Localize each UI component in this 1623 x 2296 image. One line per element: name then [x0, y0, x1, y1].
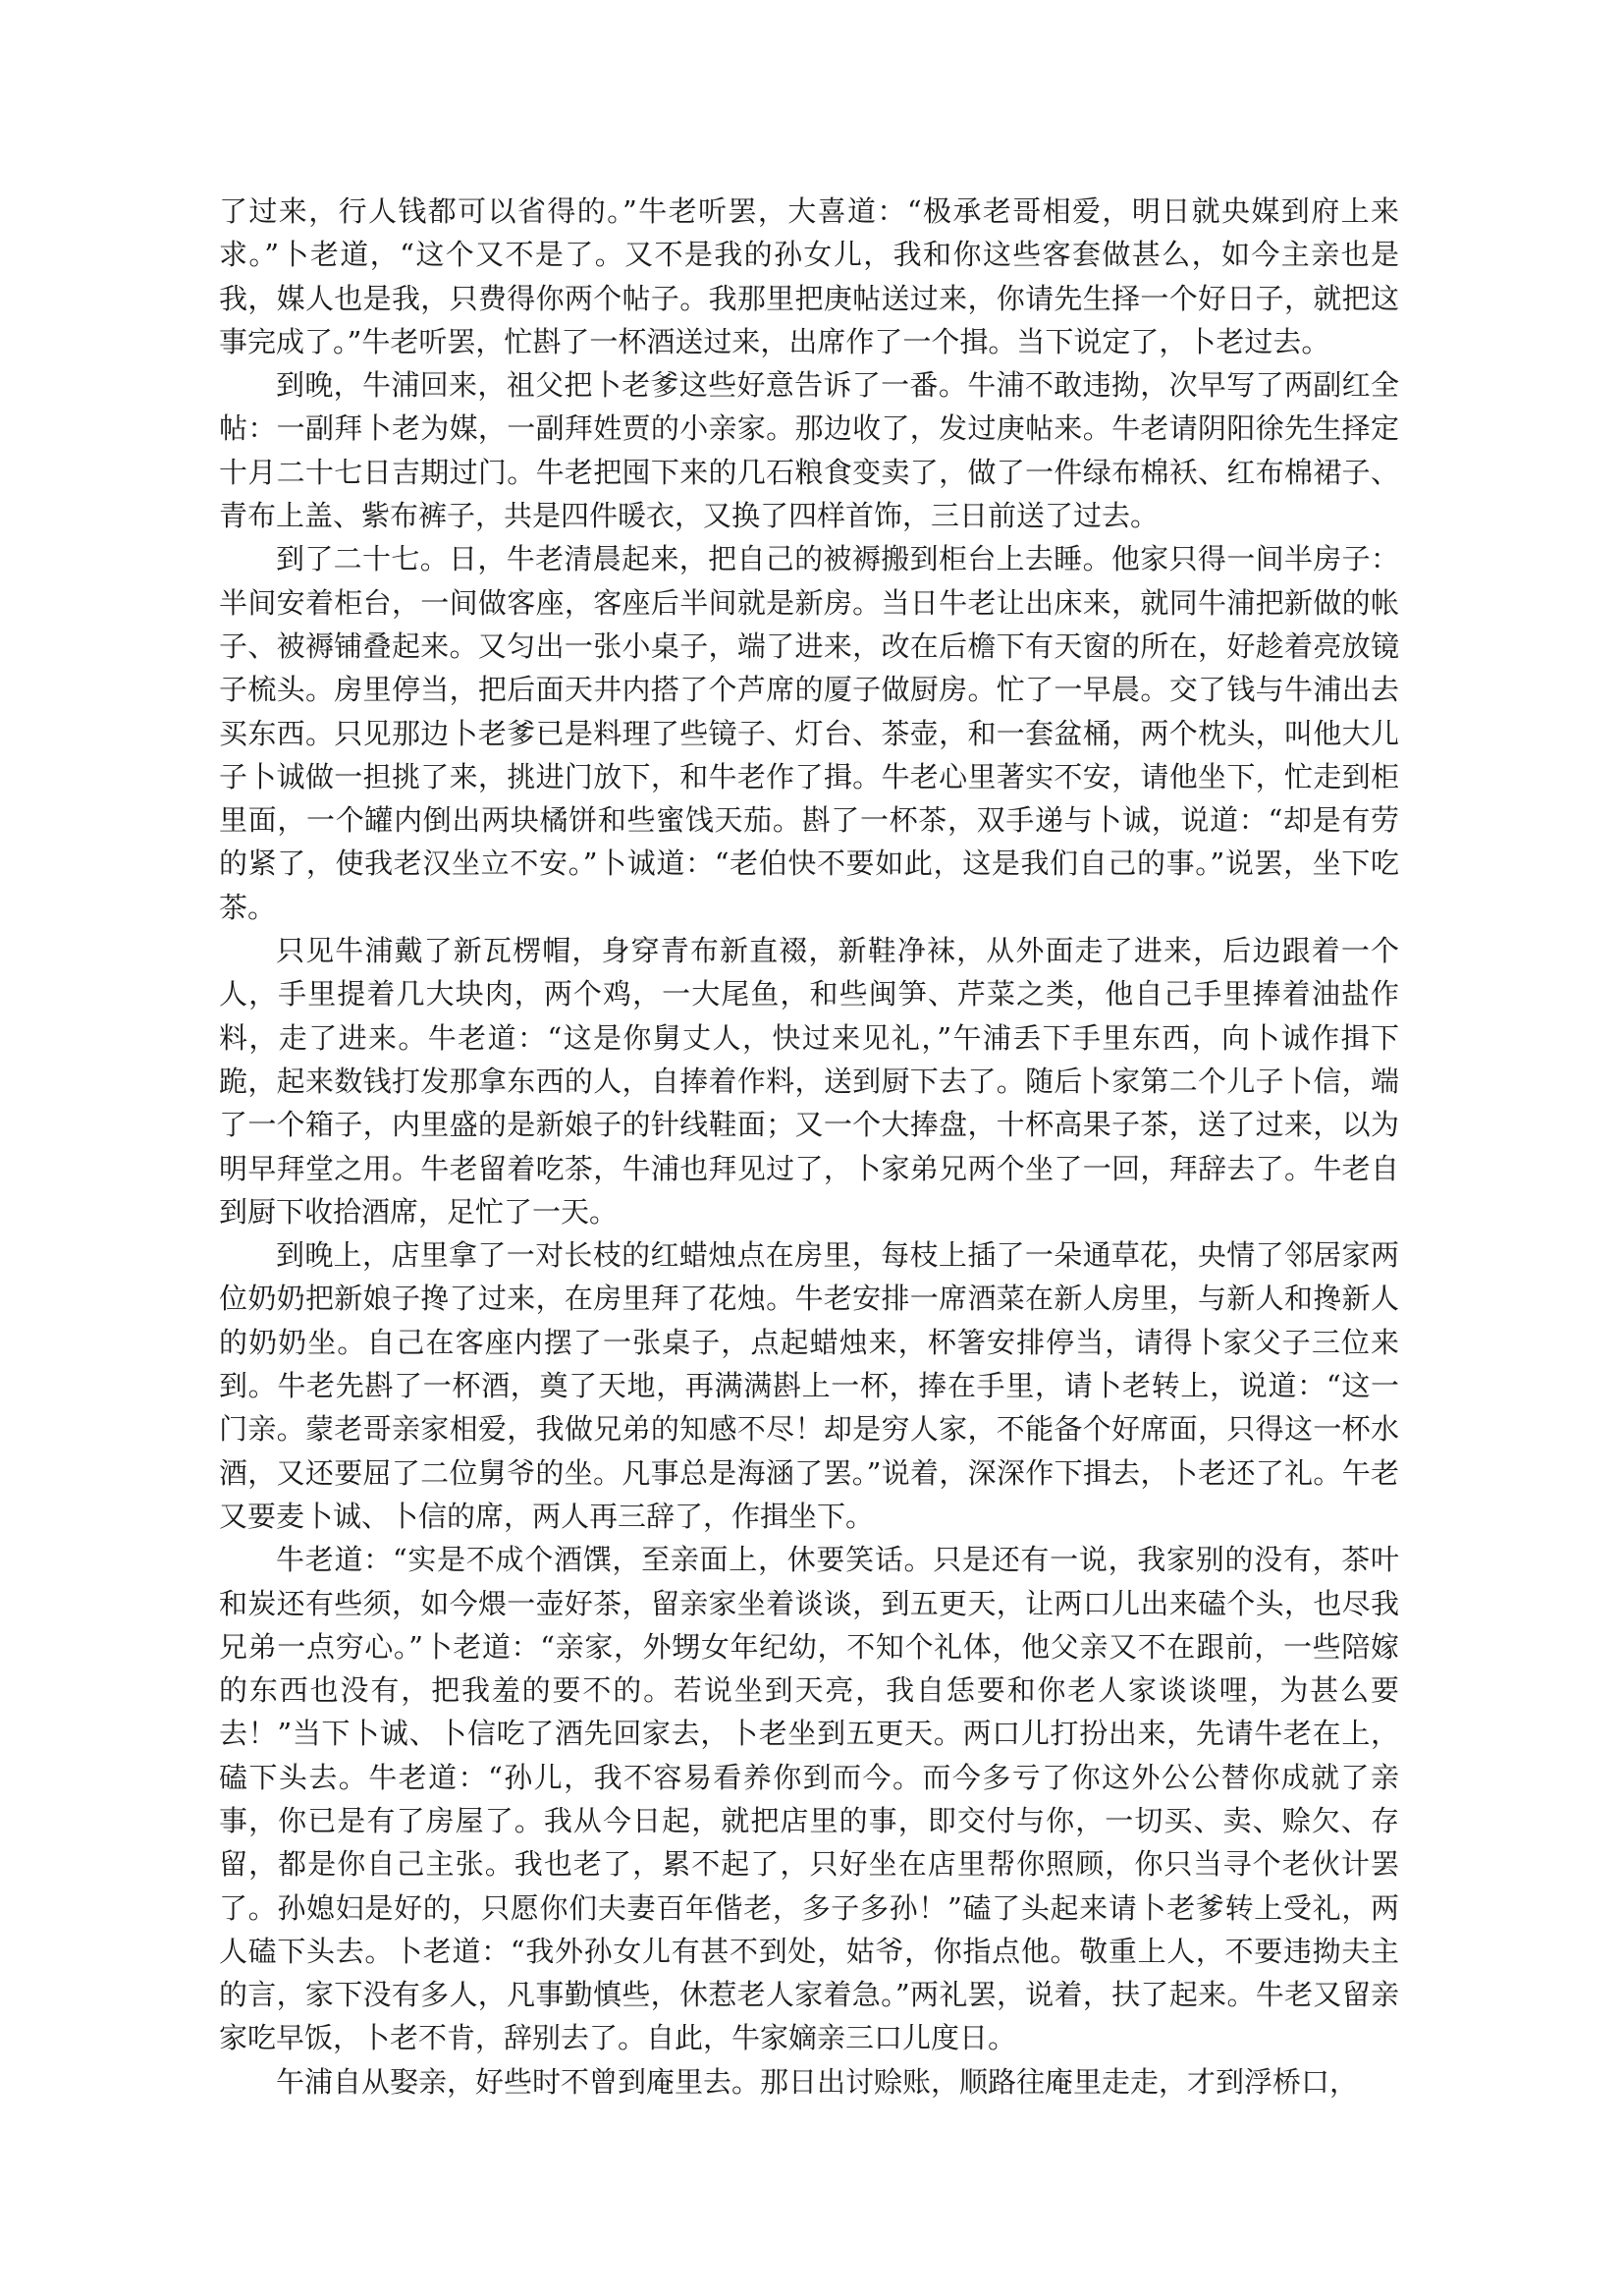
- paragraph-3: 到了二十七。日，牛老清晨起来，把自己的被褥搬到柜台上去睡。他家只得一间半房子：半间安着柜台，一间做客座，客座后半间就是新房。当日牛老让出床来，就同牛浦把新做的帐子、被褥铺叠起来。又匀出一张小桌子，端了进来，改在后檐下有天窗的所在，好趁着亮放镜子梳头。房里停当，把后面天井内搭了个芦席的厦子做厨房。忙了一早晨。交了钱与牛浦出去买东西。只见那边卜老爹已是料理了些镜子、灯台、茶壶，和一套盆桶，两个枕头，叫他大儿子卜诚做一担挑了来，挑进门放下，和牛老作了揖。牛老心里著实不安，请他坐下，忙走到柜里面，一个罐内倒出两块橘饼和些蜜饯天茄。斟了一杯茶，双手递与卜诚，说道：“却是有劳的紧了，使我老汉坐立不安。”卜诚道：“老伯快不要如此，这是我们自己的事。”说罢，坐下吃茶。: [219, 542, 1399, 924]
- paragraph-6: 牛老道：“实是不成个酒馔，至亲面上，休要笑话。只是还有一说，我家别的没有，茶叶和炭还有些须，如今煨一壶好茶，留亲家坐着谈谈，到五更天，让两口儿出来磕个头，也尽我兄弟一点穷心。”卜老道：“亲家，外甥女年纪幼，不知个礼体，他父亲又不在跟前，一些陪嫁的东西也没有，把我羞的要不的。若说坐到天亮，我自恁要和你老人家谈谈哩，为甚么要去！”当下卜诚、卜信吃了酒先回家去，卜老坐到五更天。两口儿打扮出来，先请牛老在上，磕下头去。牛老道：“孙儿，我不容易看养你到而今。而今多亏了你这外公公替你成就了亲事，你已是有了房屋了。我从今日起，就把店里的事，即交付与你，一切买、卖、赊欠、存留，都是你自己主张。我也老了，累不起了，只好坐在店里帮你照顾，你只当寻个老伙计罢了。孙媳妇是好的，只愿你们夫妻百年偕老，多子多孙！”磕了头起来请卜老爹转上受礼，两人磕下头去。卜老道：“我外孙女儿有甚不到处，姑爷，你指点他。敬重上人，不要违拗夫主的言，家下没有多人，凡事勤慎些，休惹老人家着急。”两礼罢，说着，扶了起来。牛老又留亲家吃早饭，卜老不肯，辞别去了。自此，牛家嫡亲三口儿度日。: [219, 1543, 1399, 2055]
- paragraph-1: 了过来，行人钱都可以省得的。”牛老听罢，大喜道：“极承老哥相爱，明日就央媒到府上来求。”卜老道，“这个又不是了。又不是我的孙女儿，我和你这些客套做甚么，如今主亲也是我，媒人也是我，只费得你两个帖子。我那里把庚帖送过来，你请先生择一个好日子，就把这事完成了。”牛老听罢，忙斟了一杯酒送过来，出席作了一个揖。当下说定了，卜老过去。: [219, 194, 1399, 358]
- paragraph-4: 只见牛浦戴了新瓦楞帽，身穿青布新直裰，新鞋净袜，从外面走了进来，后边跟着一个人，手里提着几大块肉，两个鸡，一大尾鱼，和些闽笋、芹菜之类，他自己手里捧着油盐作料，走了进来。牛老道：“这是你舅丈人，快过来见礼，”午浦丢下手里东西，向卜诚作揖下跪，起来数钱打发那拿东西的人，自捧着作料，送到厨下去了。随后卜家第二个儿子卜信，端了一个箱子，内里盛的是新娘子的针线鞋面；又一个大捧盘，十杯高果子茶，送了过来，以为明早拜堂之用。牛老留着吃茶，牛浦也拜见过了，卜家弟兄两个坐了一回，拜辞去了。牛老自到厨下收拾酒席，足忙了一天。: [219, 934, 1399, 1229]
- paragraph-7: 午浦自从娶亲，好些时不曾到庵里去。那日出讨赊账，顺路往庵里走走，才到浮桥口，: [276, 2064, 1359, 2099]
- paragraph-2: 到晚，牛浦回来，祖父把卜老爹这些好意告诉了一番。牛浦不敢违拗，次早写了两副红全帖：一副拜卜老为媒，一副拜姓贾的小亲家。那边收了，发过庚帖来。牛老请阴阳徐先生择定十月二十七日吉期过门。牛老把囤下来的几石粮食变卖了，做了一件绿布棉袄、红布棉裙子、青布上盖、紫布裤子，共是四件暖衣，又换了四样首饰，三日前送了过去。: [219, 368, 1399, 533]
- body-text: [219, 190, 1399, 2104]
- paragraph-5: 到晚上，店里拿了一对长枝的红蜡烛点在房里，每枝上插了一朵通草花，央情了邻居家两位奶奶把新娘子搀了过来，在房里拜了花烛。牛老安排一席酒菜在新人房里，与新人和搀新人的奶奶坐。自己在客座内摆了一张桌子，点起蜡烛来，杯箸安排停当，请得卜家父子三位来到。牛老先斟了一杯酒，奠了天地，再满满斟上一杯，捧在手里，请卜老转上，说道：“这一门亲。蒙老哥亲家相爱，我做兄弟的知感不尽！却是穷人家，不能备个好席面，只得这一杯水酒，又还要屈了二位舅爷的坐。凡事总是海涵了罢。”说着，深深作下揖去，卜老还了礼。午老又要麦卜诚、卜信的席，两人再三辞了，作揖坐下。: [219, 1238, 1399, 1533]
